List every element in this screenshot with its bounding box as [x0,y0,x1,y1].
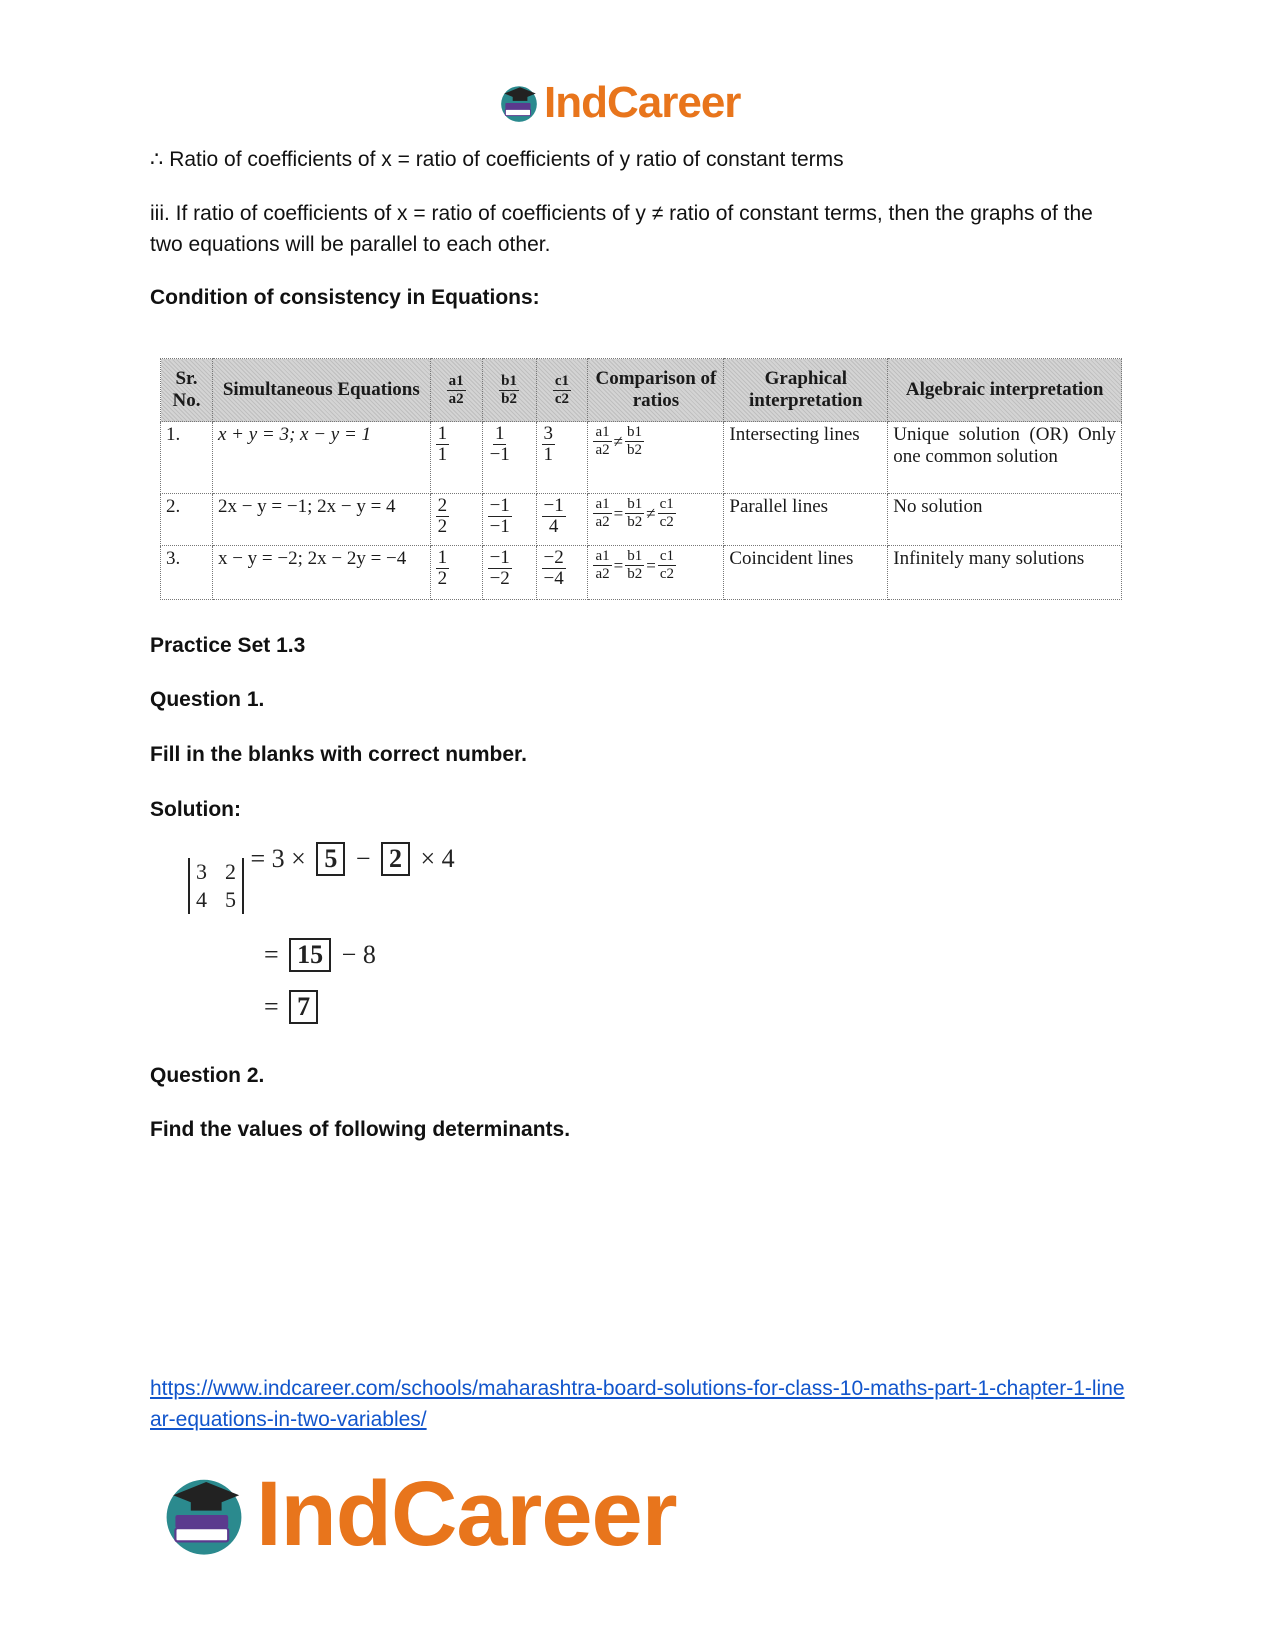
cell-c-ratio [536,422,588,494]
determinant-line-1 [188,844,455,914]
cell-sr: 1. [161,422,213,494]
header-c-num: c1 [554,372,570,389]
brand-logo-bottom [160,1462,677,1567]
cell-graphical: Intersecting lines [724,422,888,494]
cmp-t2-num: b1 [627,548,643,564]
determinant-line-3 [264,990,322,1024]
a-num: 1 [437,423,448,444]
brand-logo-top [498,78,740,128]
cell-c-ratio [536,546,588,600]
cell-equations: x − y = −2; 2x − 2y = −4 [212,546,430,600]
cell-b-ratio [482,422,536,494]
equals-sign: = [264,940,279,969]
a-den: 1 [437,444,448,465]
b-num: −1 [489,547,510,568]
cmp-op2: ≠ [646,503,656,523]
b-den: −1 [489,516,510,537]
cmp-op2: = [646,555,656,575]
times-4: × 4 [420,844,455,874]
header-graphical: Graphical interpretation [724,359,888,422]
header-algebraic: Algebraic interpretation [888,359,1122,422]
table-row [161,494,1122,546]
cmp-t1-den: a2 [595,514,610,530]
cell-a-ratio [430,494,482,546]
table-row [161,546,1122,600]
header-c-ratio [536,359,588,422]
matrix-m11: 3 [196,859,207,884]
c-den: 4 [548,516,559,537]
header-b-num: b1 [501,372,517,389]
question-1-text: Fill in the blanks with correct number. [150,743,527,766]
cmp-op1: = [613,555,624,575]
practice-set-heading: Practice Set 1.3 [150,634,306,657]
header-b-den: b2 [501,390,517,407]
cmp-t2-den: b2 [626,442,642,458]
cell-a-ratio [430,422,482,494]
cmp-t3-num: c1 [659,548,674,564]
c-den: 1 [543,444,554,465]
source-link[interactable]: https://www.indcareer.com/schools/maharashtra-board-solutions-for-class-10-maths-part-1-chapter-1-linear-equations-in-two-variables/ [150,1377,1125,1431]
matrix-m21: 4 [196,887,207,912]
eq-equals-3-times: = 3 × [250,844,306,874]
cell-a-ratio [430,546,482,600]
c-num: 3 [543,423,554,444]
cell-algebraic: No solution [888,494,1122,546]
graduation-cap-logo-icon [498,82,540,124]
table-header-row [161,359,1122,422]
cmp-t1-den: a2 [595,566,610,582]
question-2-heading: Question 2. [150,1064,265,1087]
consistency-table [160,358,1122,600]
header-a-ratio [430,359,482,422]
cmp-t1-num: a1 [595,548,610,564]
cell-graphical: Parallel lines [724,494,888,546]
b-num: −1 [489,495,510,516]
b-num: 1 [494,423,505,444]
cell-algebraic: Infinitely many solutions [888,546,1122,600]
c-num: −1 [543,495,564,516]
cell-comparison [588,494,724,546]
header-a-den: a2 [448,390,464,407]
b-den: −1 [489,444,510,465]
c-num: −2 [543,547,564,568]
consistency-table-image [160,358,1122,600]
cmp-t1-num: a1 [595,424,610,440]
b-den: −2 [489,568,510,589]
header-c-den: c2 [554,390,570,407]
cmp-op1: = [613,503,624,523]
header-sr-no: Sr. No. [161,359,213,422]
solution-heading: Solution: [150,798,241,821]
a-num: 2 [437,495,448,516]
a-den: 2 [437,516,448,537]
cmp-t3-den: c2 [659,514,674,530]
cmp-t2-num: b1 [627,496,643,512]
cmp-t3-num: c1 [659,496,674,512]
cell-b-ratio [482,546,536,600]
cell-comparison [588,422,724,494]
cell-sr: 3. [161,546,213,600]
cmp-t3-den: c2 [659,566,674,582]
answer-box-7: 7 [289,990,318,1024]
cmp-t2-num: b1 [626,424,642,440]
header-b-ratio [482,359,536,422]
cmp-t1-den: a2 [595,442,610,458]
cell-c-ratio [536,494,588,546]
answer-box-15: 15 [289,938,331,972]
determinant-matrix [188,858,244,914]
graduation-cap-logo-icon [160,1471,248,1559]
question-2-text: Find the values of following determinants. [150,1118,571,1141]
equals-sign: = [264,992,279,1021]
c-den: −4 [543,568,564,589]
minus-8: − 8 [341,940,376,969]
answer-box-5: 5 [316,842,345,876]
cell-algebraic: Unique solution (OR) Only one common solution [888,422,1122,494]
cell-equations: x + y = 3; x − y = 1 [212,422,430,494]
table-row [161,422,1122,494]
cmp-t2-den: b2 [627,566,643,582]
cmp-t2-den: b2 [627,514,643,530]
cell-b-ratio [482,494,536,546]
header-equations: Simultaneous Equations [212,359,430,422]
cell-equations: 2x − y = −1; 2x − y = 4 [212,494,430,546]
matrix-m22: 5 [225,887,236,912]
a-num: 1 [437,547,448,568]
cell-graphical: Coincident lines [724,546,888,600]
consistency-heading: Condition of consistency in Equations: [150,286,540,309]
determinant-line-2 [264,938,376,972]
header-a-num: a1 [448,372,464,389]
brand-name-top: IndCareer [544,78,741,127]
cell-comparison [588,546,724,600]
brand-name-bottom: IndCareer [256,1463,677,1565]
minus-sign: − [355,844,371,874]
cmp-t1-num: a1 [595,496,610,512]
question-1-heading: Question 1. [150,688,265,711]
matrix-m12: 2 [225,859,236,884]
parallel-condition-text: iii. If ratio of coefficients of x = ratio of coefficients of y ≠ ratio of constant terms, then the graphs of the two equations will be parallel to each other. [150,202,1093,256]
header-comparison: Comparison of ratios [588,359,724,422]
a-den: 2 [437,568,448,589]
answer-box-2: 2 [381,842,410,876]
ratio-statement: ∴ Ratio of coefficients of x = ratio of coefficients of y ratio of constant terms [150,148,844,171]
cmp-op1: ≠ [613,431,623,451]
cell-sr: 2. [161,494,213,546]
